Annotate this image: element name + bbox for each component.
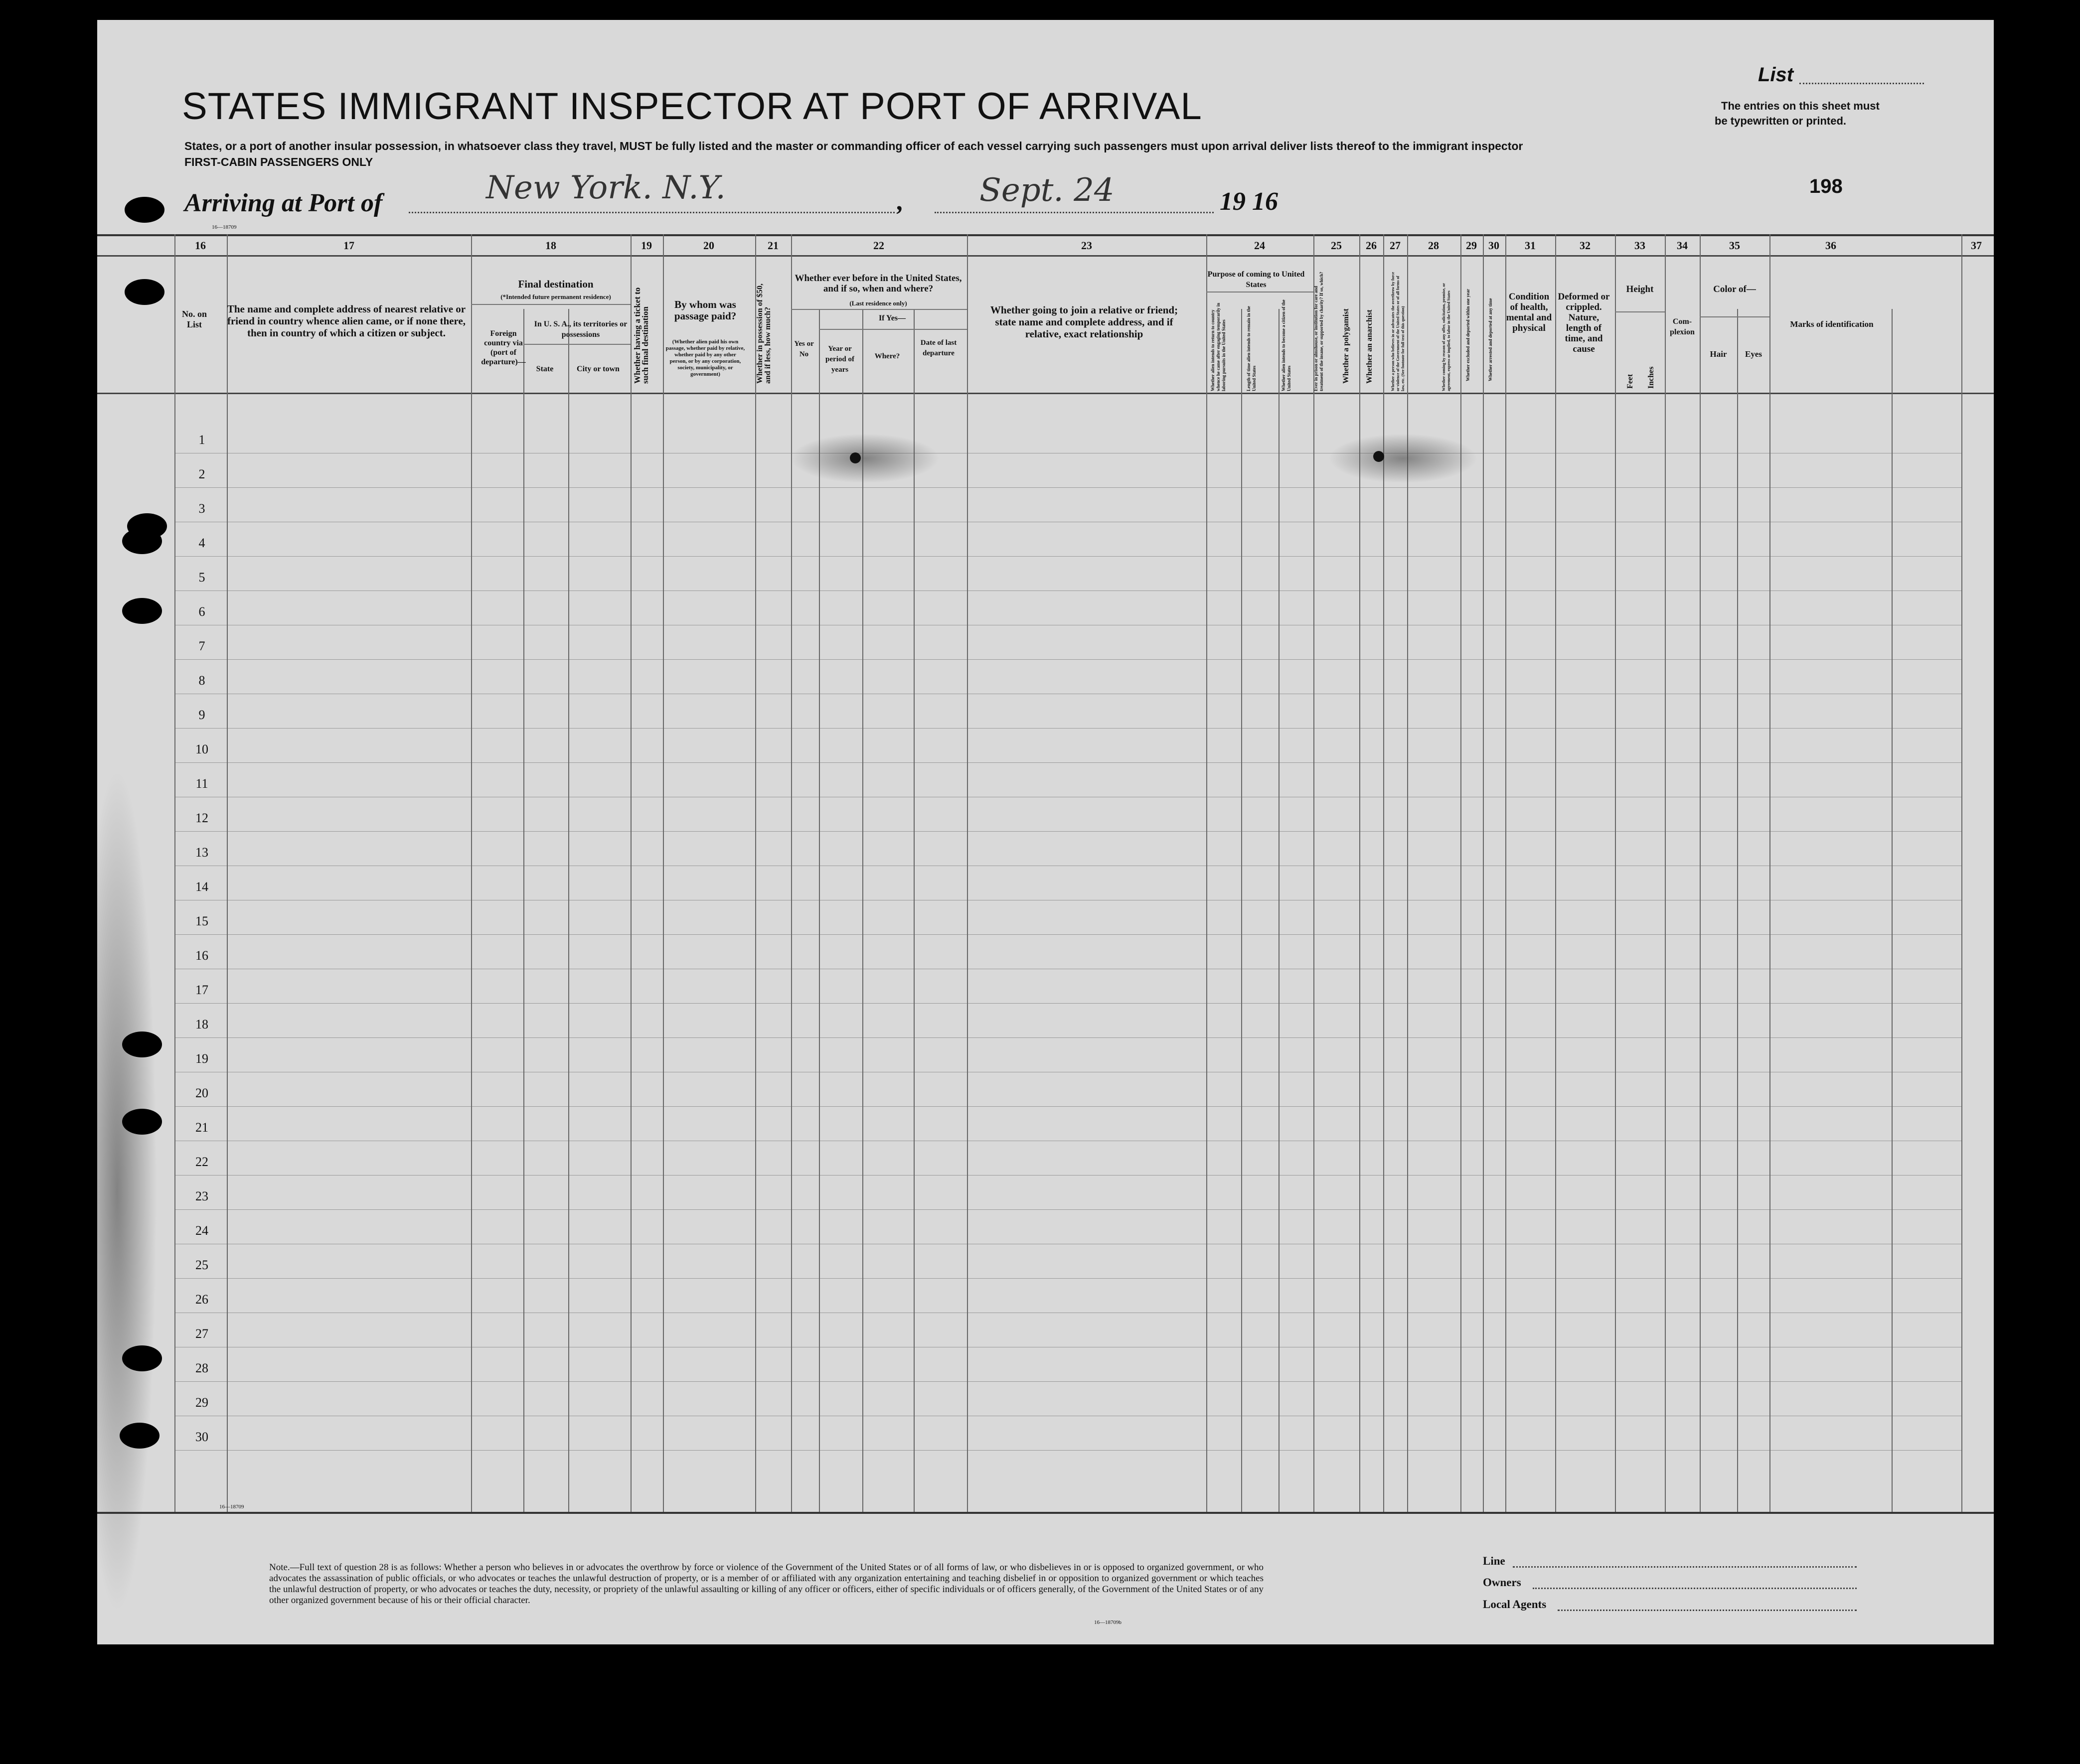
- line-label: Line: [1483, 1555, 1505, 1567]
- col31-header: Whether arrested and deported at any time: [1488, 298, 1493, 381]
- col22-period: Year or period of years: [825, 345, 854, 374]
- table-row: [174, 1209, 1961, 1210]
- row-number: 1: [198, 433, 205, 447]
- row-number: 14: [195, 880, 208, 894]
- comma-1: ,: [897, 187, 904, 216]
- row-number: 5: [198, 570, 205, 585]
- agents-label: Local Agents: [1483, 1598, 1547, 1611]
- port-handwritten: New York. N.Y.: [486, 169, 726, 206]
- form-code-small: 16—18709: [212, 224, 237, 230]
- punch-hole: [122, 1345, 162, 1371]
- column-number: 31: [1525, 239, 1536, 252]
- row-number: 3: [198, 501, 205, 516]
- column-number: 33: [1634, 239, 1645, 252]
- form-code-bottom: 16—18709b: [1094, 1619, 1121, 1625]
- col36-hair: Hair: [1710, 349, 1727, 359]
- col36-eyes: Eyes: [1745, 349, 1762, 359]
- col18-city: City or town: [577, 365, 620, 373]
- list-label: List: [1758, 64, 1794, 86]
- row-number: 28: [195, 1361, 208, 1375]
- year: 19 16: [1220, 187, 1278, 216]
- punch-hole: [125, 197, 164, 223]
- col29-header: Whether coming by reason of any offer, solicitation, promise, or agreement, express or implied, to labor in the United States: [1441, 283, 1451, 391]
- row-number: 26: [195, 1292, 208, 1307]
- col33-header: Deformed or crippled. Nature, length of time, and cause: [1558, 292, 1610, 354]
- column-number: 24: [1254, 239, 1265, 252]
- table-row: [174, 1278, 1961, 1279]
- row-number: 10: [195, 742, 208, 756]
- form-code-table: 16—18709: [219, 1504, 244, 1510]
- col37-header: Marks of identification: [1790, 319, 1874, 329]
- column-number: 29: [1466, 239, 1477, 252]
- row-number: 19: [195, 1051, 208, 1066]
- col32-header: Condition of health, mental and physical: [1506, 292, 1552, 333]
- column-number: 27: [1390, 239, 1401, 252]
- row-number: 16: [195, 948, 208, 963]
- column-number: 19: [641, 239, 652, 252]
- col34-title: Height: [1626, 284, 1654, 294]
- col18-usa: In U. S. A., its territories or possessions: [534, 320, 628, 339]
- col24-c: Whether alien intends to become a citizen of the United States: [1281, 299, 1291, 391]
- column-number: 32: [1580, 239, 1591, 252]
- col22-yesno: Yes or No: [794, 340, 814, 358]
- column-number: 36: [1825, 239, 1836, 252]
- row-number: 23: [195, 1189, 208, 1203]
- column-number: 35: [1729, 239, 1740, 252]
- col17-header: The name and complete address of nearest relative or friend in country whence alien came, or if none there, then in country of which a citizen or subject.: [227, 303, 466, 339]
- row-number: 2: [198, 467, 205, 481]
- column-number: 17: [343, 239, 354, 252]
- table-row: [174, 1450, 1961, 1451]
- col26-header: Whether a polygamist: [1342, 308, 1350, 384]
- row-number: 18: [195, 1017, 208, 1031]
- col24-b: Length of time alien intends to remain in the United States: [1246, 306, 1257, 391]
- col18-state: State: [536, 365, 554, 373]
- date-handwritten: Sept. 24: [979, 172, 1115, 209]
- table-row: [174, 659, 1961, 660]
- col22-where: Where?: [874, 352, 900, 360]
- col24-a: Whether alien intends to return to country whence he came after engaging temporarily in laboring pursuits in the United States: [1210, 302, 1226, 391]
- row-number: 15: [195, 914, 208, 928]
- punch-hole: [125, 279, 164, 305]
- col28-header: Whether a person who believes in or advocates the overthrow by force or violence of the Government of the United States or of all forms of law, etc. (See footnote for full text of this question): [1391, 272, 1405, 391]
- table-row: [174, 590, 1961, 591]
- column-number: 25: [1331, 239, 1342, 252]
- table-row: [174, 728, 1961, 729]
- row-number: 22: [195, 1155, 208, 1169]
- table-row: [174, 762, 1961, 763]
- column-number: 21: [768, 239, 779, 252]
- column-number: 16: [195, 239, 206, 252]
- row-number: 6: [198, 604, 205, 619]
- col20-title: By whom was passage paid?: [674, 298, 737, 322]
- col27-header: Whether an anarchist: [1365, 309, 1374, 384]
- col16-header: No. on List: [181, 309, 207, 329]
- table-row: [174, 1381, 1961, 1382]
- row-number: 13: [195, 845, 208, 860]
- table-row: [174, 1175, 1961, 1176]
- col20-note: (Whether alien paid his own passage, whether paid by relative, whether paid by any other person, or by any corporation, society, municipality, or government): [665, 339, 745, 377]
- arriving-label: Arriving at Port of: [184, 189, 383, 217]
- col30-header: Whether excluded and deported within one year: [1465, 289, 1470, 381]
- row-number: 30: [195, 1430, 208, 1444]
- col19-header: Whether having a ticket to such final destination: [633, 287, 650, 384]
- table-row: [174, 1003, 1961, 1004]
- table-row: [174, 934, 1961, 935]
- row-number: 7: [198, 639, 205, 653]
- typewritten-note-2: be typewritten or printed.: [1715, 115, 1847, 127]
- column-number: 22: [873, 239, 884, 252]
- ink-blot: [1373, 451, 1384, 462]
- column-number: 34: [1677, 239, 1688, 252]
- row-number: 25: [195, 1258, 208, 1272]
- col24-title: Purpose of coming to United States: [1207, 270, 1305, 289]
- manifest-sheet: [97, 20, 1994, 1644]
- table-row: [174, 556, 1961, 557]
- row-number: 24: [195, 1223, 208, 1238]
- col18-title: Final destination: [518, 278, 594, 290]
- table-row: [174, 1106, 1961, 1107]
- row-number: 20: [195, 1086, 208, 1100]
- row-number: 27: [195, 1326, 208, 1341]
- column-number: 37: [1971, 239, 1982, 252]
- table-row: [174, 487, 1961, 488]
- col21-header: Whether in possession of $50, and if less, how much?: [756, 283, 772, 384]
- row-number: 8: [198, 673, 205, 688]
- punch-hole: [122, 598, 162, 624]
- punch-hole: [122, 528, 162, 554]
- punch-hole: [120, 1423, 160, 1449]
- punch-hole: [122, 1031, 162, 1057]
- row-number: 9: [198, 708, 205, 722]
- column-number: 18: [545, 239, 556, 252]
- col35-header: Com-plexion: [1670, 317, 1695, 336]
- page-number: 198: [1809, 175, 1843, 197]
- column-number: 28: [1428, 239, 1439, 252]
- col22-ifyes: If Yes—: [878, 314, 906, 322]
- col34-feet: Feet: [1626, 374, 1634, 389]
- col23-header: Whether going to join a relative or friend; state name and complete address, and if relative, exact relationship: [990, 304, 1178, 340]
- col22-date: Date of last departure: [920, 339, 957, 357]
- row-number: 12: [195, 811, 208, 825]
- ink-blot: [850, 452, 861, 463]
- page-title: STATES IMMIGRANT INSPECTOR AT PORT OF ARRIVAL: [182, 85, 1202, 128]
- col36-title: Color of—: [1713, 284, 1756, 294]
- col25-header: Ever in prison or almshouse, or institution for care and treatment of the insane, or supported by charity? If so, which?: [1313, 272, 1324, 391]
- punch-hole: [122, 1109, 162, 1135]
- owners-label: Owners: [1483, 1576, 1521, 1589]
- typewritten-note-1: The entries on this sheet must: [1721, 100, 1880, 112]
- instruction-text: States, or a port of another insular possession, in whatsoever class they travel, MUST be fully listed and the master or commanding officer of each vessel carrying such passengers must upon arrival deliver lists thereof to the immigrant inspector: [184, 140, 1523, 152]
- cabin-class: FIRST-CABIN PASSENGERS ONLY: [184, 155, 373, 168]
- column-number: 20: [703, 239, 714, 252]
- column-number: 30: [1488, 239, 1499, 252]
- footnote: Note.—Full text of question 28 is as follows: Whether a person who believes in or advocates the overthrow by force or violence of the Government of the United States or of all forms of law, or who disbelieves in or is opposed to organized government, or who advocates the assassination of public officials, or who advocates or teaches the unlawful destruction of property, or is a member of or affiliated with any organization entertaining and teaching disbelief in or opposition to organized government or which teaches the unlawful destruction of property, or who advocates or teaches the duty, necessity, or propriety of the unlawful assaulting or killing of any officer or officers, either of specific individuals or of officers generally, of the Government of the United States or of any other organized government because of his or their official character.: [269, 1562, 1264, 1606]
- col34-inches: Inches: [1647, 366, 1655, 389]
- column-number: 26: [1366, 239, 1377, 252]
- row-number: 4: [198, 536, 205, 550]
- row-number: 21: [195, 1120, 208, 1135]
- col22-sub: (Last residence only): [849, 299, 907, 307]
- table-row: [174, 1037, 1961, 1038]
- col22-title: Whether ever before in the United States, and if so, when and where?: [795, 273, 962, 294]
- column-number: 23: [1081, 239, 1092, 252]
- row-number: 17: [195, 983, 208, 997]
- row-number: 29: [195, 1395, 208, 1410]
- col18-sub: (*Intended future permanent residence): [500, 293, 611, 300]
- col18-foreign: Foreign country via (port of departure)—: [481, 329, 526, 366]
- table-row: [174, 831, 1961, 832]
- row-number: 11: [195, 776, 208, 791]
